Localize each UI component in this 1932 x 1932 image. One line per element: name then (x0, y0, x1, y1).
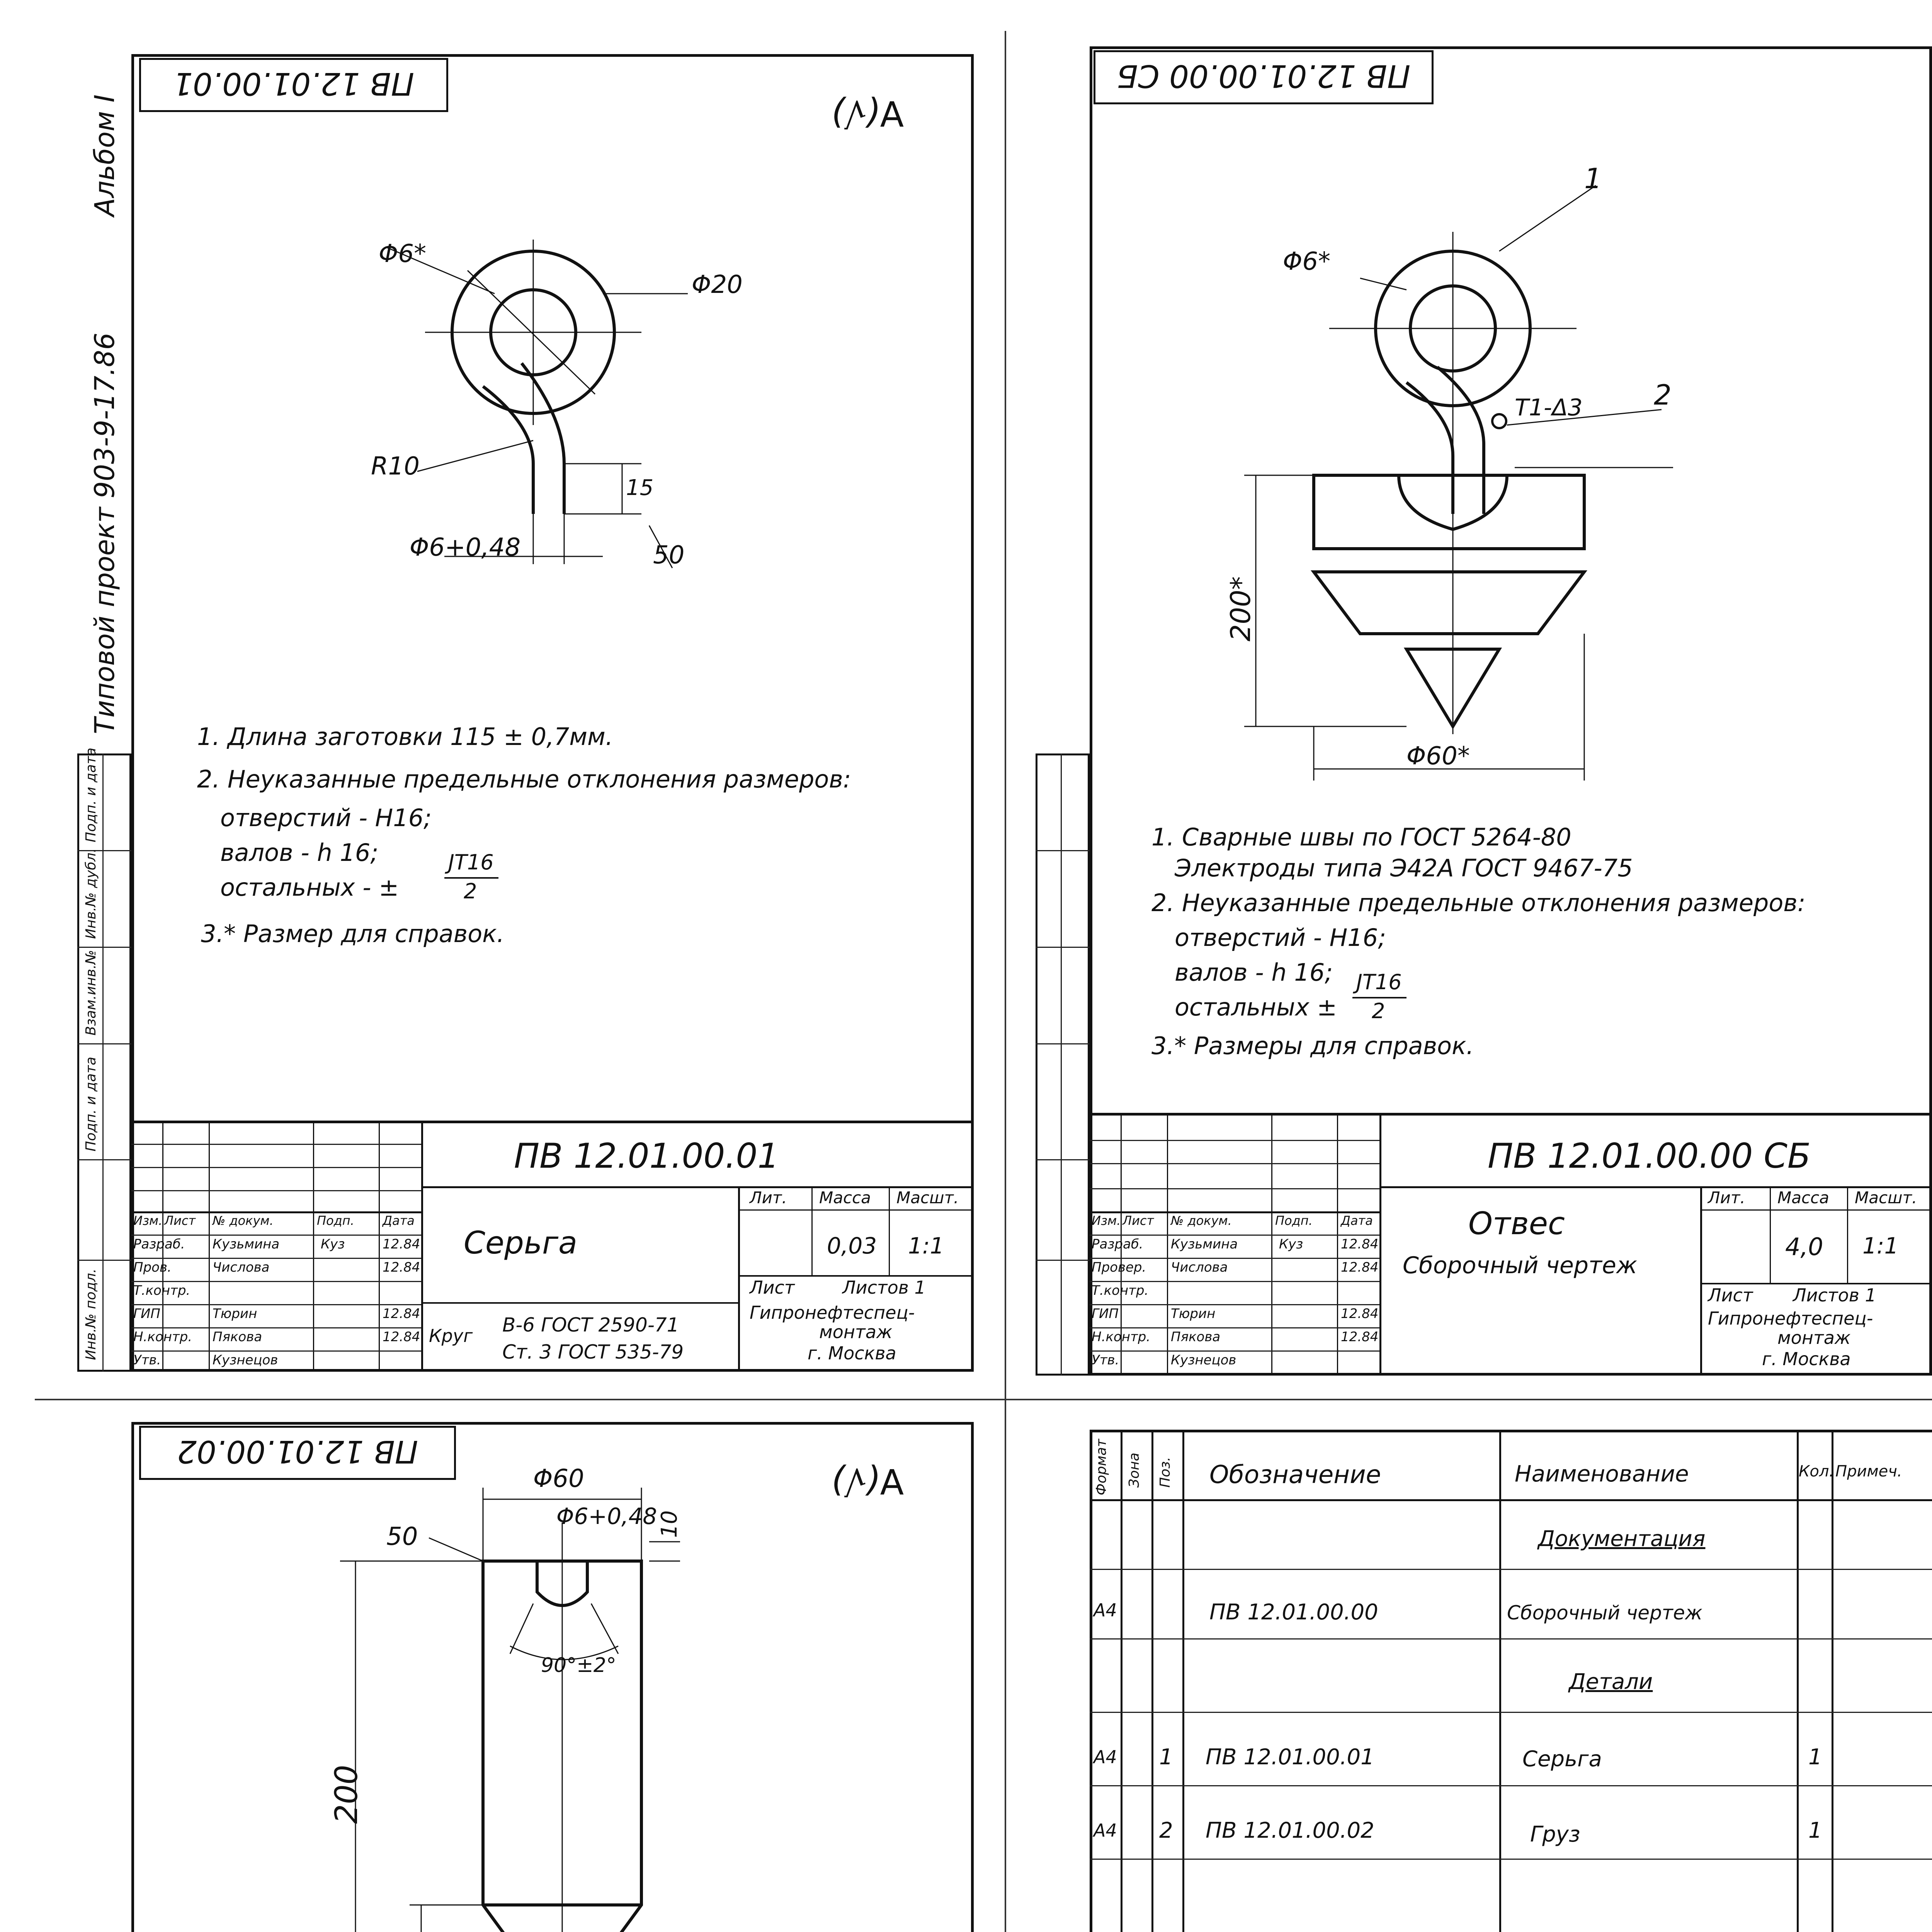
s4-col-code (1499, 1430, 1501, 1932)
s1-p4-name: Тюрин (213, 1306, 257, 1321)
s4-col-note-label: Примеч. (1835, 1463, 1902, 1480)
s1-p6-role: Утв. (133, 1352, 161, 1368)
sheet1-mass: 0,03 (827, 1233, 877, 1259)
sheet1-org-3: г. Москва (808, 1343, 896, 1364)
sheet1-material1: Круг (429, 1325, 473, 1346)
s2-p3-role: Т.контр. (1092, 1283, 1149, 1298)
s4-col-zone (1151, 1430, 1153, 1932)
sheet2-dim-d: Φ60* (1406, 742, 1470, 770)
sheet2-org-2: монтаж (1777, 1327, 1851, 1348)
s4-row2-name: Серьга (1522, 1747, 1602, 1772)
sheet2-dim-hole: Φ6* (1283, 247, 1331, 276)
sheet2-note-6: остальных ± (1175, 993, 1337, 1021)
s4-col-name (1797, 1430, 1799, 1932)
s2-p6-name: Кузнецов (1171, 1352, 1236, 1368)
s1-hdr-izm: Изм. (133, 1213, 163, 1228)
sheet1-material3: Ст. 3 ГОСТ 535-79 (502, 1341, 684, 1363)
s1-p3-role: Т.контр. (133, 1283, 190, 1298)
sheet1-dim-outer: Φ20 (692, 270, 743, 299)
s2-hdr-doc: № докум. (1171, 1213, 1232, 1228)
s4-row-line-3 (1090, 1712, 1932, 1713)
s4-col-qty-label: Кол. (1799, 1463, 1834, 1480)
s2-p1-role: Разраб. (1092, 1236, 1143, 1252)
s2-p6-role: Утв. (1092, 1352, 1119, 1368)
sheet1-dim-hole: Φ6* (379, 240, 427, 268)
s4-col-name-label: Наименование (1515, 1461, 1689, 1487)
sheet2-scale: 1:1 (1862, 1233, 1899, 1259)
sheet2-note-2: Электроды типа Э42А ГОСТ 9467-75 (1175, 854, 1633, 882)
s2-hdr-list: Лист (1122, 1213, 1154, 1228)
sheet1-frac-num: JT16 (448, 850, 494, 874)
s2-p2-date: 12.84 (1341, 1260, 1379, 1275)
sheet1-note-4: валов - h 16; (220, 838, 379, 867)
s1-p4-role: ГИП (133, 1306, 160, 1321)
sheet1-material2: В-6 ГОСТ 2590-71 (502, 1314, 679, 1336)
s4-row-line-2 (1090, 1638, 1932, 1639)
sheet1-note-6: 3.* Размер для справок. (201, 920, 505, 948)
s1-p5-role: Н.контр. (133, 1329, 192, 1345)
s4-col-pos-label: Поз. (1157, 1457, 1173, 1488)
s1-p1-role: Разраб. (133, 1236, 185, 1252)
side-label-1: Подп. и дата (83, 747, 99, 842)
sheet3-dim-hole: Φ6+0,48 (556, 1503, 657, 1529)
sheet1-dim-wire: Φ6+0,48 (410, 533, 521, 562)
sheet2-mass-label: Масса (1777, 1188, 1829, 1207)
sheet1-note-3: отверстий - Н16; (220, 804, 432, 832)
s2-p5-role: Н.контр. (1092, 1329, 1151, 1345)
s4-row-line-1 (1090, 1569, 1932, 1570)
sheet1-lit: Лит. (750, 1188, 787, 1207)
s2-hdr-sign: Подп. (1275, 1213, 1313, 1228)
sheet1-code-top: ПВ 12.01.00.01 (173, 66, 414, 102)
sheet2-pos2: 2 (1654, 379, 1672, 411)
sheet2-code-top: ПВ 12.01.00.00 СБ (1116, 58, 1411, 94)
sheet1-dim-len: 15 (626, 475, 654, 500)
sheet2-title-code: ПВ 12.01.00.00 СБ (1488, 1136, 1811, 1176)
s4-header-line (1090, 1499, 1932, 1501)
s1-p1-sign: Куз (321, 1236, 345, 1252)
sheet1-title-code: ПВ 12.01.00.01 (514, 1136, 779, 1176)
sheet1-mass-label: Масса (819, 1188, 871, 1207)
sheet3-dim-angle: 50 (386, 1522, 418, 1551)
s1-p2-name: Числова (213, 1260, 270, 1275)
sheet3-dim-d: Φ60 (533, 1464, 584, 1493)
side-label-4: Подп. и дата (83, 1056, 99, 1151)
side-label-5: Инв.№ подл. (83, 1269, 99, 1360)
sheet2-frac-num: JT16 (1356, 970, 1402, 994)
sheet2-part-name: Отвес (1468, 1206, 1565, 1242)
s4-section-parts: Детали (1569, 1669, 1653, 1694)
s4-row3-pos: 2 (1159, 1818, 1173, 1843)
sheet2-note-1: 1. Сварные швы по ГОСТ 5264-80 (1151, 823, 1571, 851)
s4-col-qty (1832, 1430, 1833, 1932)
s4-row1-code: ПВ 12.01.00.00 (1209, 1600, 1378, 1625)
sheet2-frac-den: 2 (1372, 999, 1385, 1023)
album-title: Альбом I (89, 94, 121, 216)
sheet1-roughness: ∀(√) (831, 93, 904, 133)
sheet2-note-7: 3.* Размеры для справок. (1151, 1032, 1474, 1060)
s1-p5-name: Пякова (213, 1329, 262, 1345)
sheet1-note-5: остальных - ± (220, 873, 399, 901)
s4-col-code-label: Обозначение (1209, 1461, 1381, 1489)
sheet2-subname: Сборочный чертеж (1403, 1252, 1637, 1279)
s4-row2-code: ПВ 12.01.00.01 (1206, 1745, 1374, 1770)
s4-col-format-label: Формат (1094, 1439, 1109, 1495)
sheet2-note-3: 2. Неуказанные предельные отклонения размеров: (1151, 889, 1806, 917)
sheet2-sheet-label: Лист (1708, 1285, 1753, 1306)
s1-p2-role: Пров. (133, 1260, 172, 1275)
s4-row3-qty: 1 (1808, 1818, 1822, 1843)
s2-p4-role: ГИП (1092, 1306, 1119, 1321)
sheet2-lit: Лит. (1708, 1188, 1745, 1207)
s2-p4-name: Тюрин (1171, 1306, 1216, 1321)
sheet2-weld: T1-Δ3 (1515, 394, 1583, 421)
s1-hdr-list: Лист (164, 1213, 196, 1228)
s4-row3-code: ПВ 12.01.00.02 (1206, 1818, 1374, 1843)
sheet1-frac-den: 2 (464, 879, 477, 903)
sheet1-sheet-label: Лист (750, 1277, 795, 1298)
sheet1-scale-label: Масшт. (896, 1188, 959, 1207)
s4-row3-name: Груз (1530, 1822, 1580, 1847)
sheet1-dim-radius: R10 (371, 452, 420, 481)
sheet2-sheets-label: Листов 1 (1793, 1285, 1876, 1306)
s1-p6-name: Кузнецов (213, 1352, 278, 1368)
s2-p2-role: Провер. (1092, 1260, 1146, 1275)
sheet2-pos1: 1 (1584, 162, 1602, 195)
s4-col-zone-label: Зона (1126, 1452, 1142, 1488)
sheet3-dim-cone: 90°±2° (541, 1654, 616, 1677)
sheet2-dim-h: 200* (1225, 576, 1257, 641)
sheet1-sheets-label: Листов 1 (842, 1277, 926, 1298)
sheet1-scale: 1:1 (908, 1233, 944, 1259)
s1-hdr-date: Дата (383, 1213, 415, 1228)
s2-p2-name: Числова (1171, 1260, 1228, 1275)
sheet2-note-5: валов - h 16; (1175, 958, 1333, 986)
s2-p1-sign: Куз (1279, 1236, 1303, 1252)
sheet1-org-1: Гипронефтеспец- (750, 1302, 915, 1323)
s2-hdr-izm: Изм. (1092, 1213, 1121, 1228)
sheet1-note-1: 1. Длина заготовки 115 ± 0,7мм. (197, 723, 613, 751)
s4-row-line-4 (1090, 1785, 1932, 1786)
side-label-3: Взам.инв.№ (83, 950, 99, 1036)
sheet1-org-2: монтаж (819, 1321, 893, 1342)
s4-row1-name: Сборочный чертеж (1507, 1602, 1702, 1624)
sheet1-dim-angle: 50 (653, 541, 685, 570)
sheet3-dim-h: 200 (328, 1765, 364, 1824)
s1-p2-date: 12.84 (383, 1260, 420, 1275)
side-label-2: Инв.№ дубл. (83, 848, 99, 939)
s4-col-format (1121, 1430, 1122, 1932)
sheet3-code-top: ПВ 12.01.00.02 (177, 1434, 418, 1469)
s4-section-docs: Документация (1538, 1526, 1706, 1551)
s1-p1-date: 12.84 (383, 1236, 420, 1252)
sheet2-mass: 4,0 (1785, 1233, 1823, 1261)
sheet3-dim-top: 10 (657, 1510, 682, 1538)
s2-hdr-date: Дата (1341, 1213, 1373, 1228)
s2-p1-date: 12.84 (1341, 1236, 1379, 1252)
sheet2-org-3: г. Москва (1762, 1349, 1851, 1369)
s2-p4-date: 12.84 (1341, 1306, 1379, 1321)
s4-col-pos (1182, 1430, 1184, 1932)
s2-p5-name: Пякова (1171, 1329, 1221, 1345)
s2-p1-name: Кузьмина (1171, 1236, 1238, 1252)
sheet2-scale-label: Масшт. (1855, 1188, 1917, 1207)
s1-p4-date: 12.84 (383, 1306, 420, 1321)
sheet4-frame (1090, 1430, 1932, 1932)
sheet2-org-1: Гипронефтеспец- (1708, 1308, 1873, 1329)
s2-p5-date: 12.84 (1341, 1329, 1379, 1345)
sheet3-roughness: ∀(√) (831, 1461, 904, 1501)
s1-hdr-doc: № докум. (213, 1213, 274, 1228)
s4-row3-format: А4 (1094, 1820, 1117, 1841)
sheet1-note-2: 2. Неуказанные предельные отклонения размеров: (197, 765, 851, 793)
s4-row2-pos: 1 (1159, 1745, 1173, 1770)
project-title: Типовой проект 903-9-17.86 (89, 332, 121, 734)
s4-row2-format: А4 (1094, 1747, 1117, 1767)
s4-row1-format: А4 (1094, 1600, 1117, 1621)
s1-p1-name: Кузьмина (213, 1236, 280, 1252)
sheet2-note-4: отверстий - Н16; (1175, 923, 1386, 952)
s4-row2-qty: 1 (1808, 1745, 1822, 1770)
sheet1-part-name: Серьга (464, 1225, 578, 1261)
s4-row-line-5 (1090, 1859, 1932, 1860)
s1-p5-date: 12.84 (383, 1329, 420, 1345)
s1-hdr-sign: Подп. (317, 1213, 354, 1228)
